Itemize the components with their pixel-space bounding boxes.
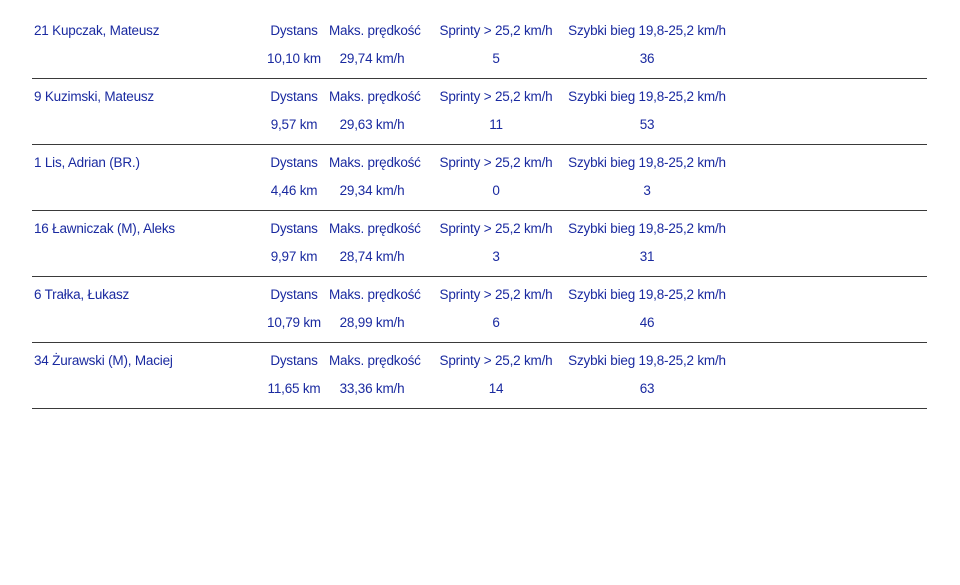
sprints-label: Sprinty > 25,2 km/h [439, 221, 553, 236]
distance-value: 10,79 km [267, 315, 321, 330]
max-speed-value: 33,36 km/h [339, 381, 405, 396]
player-name: 9 Kuzimski, Mateusz [34, 89, 154, 104]
max-speed-label: Maks. prędkość [329, 353, 421, 368]
distance-value: 9,57 km [270, 117, 318, 132]
sprints-value: 6 [492, 315, 500, 330]
player-row [32, 278, 927, 343]
fast-runs-value: 36 [639, 51, 655, 66]
distance-label: Dystans [270, 89, 318, 104]
sprints-value: 14 [488, 381, 504, 396]
sprints-label: Sprinty > 25,2 km/h [439, 23, 553, 38]
max-speed-label: Maks. prędkość [329, 221, 421, 236]
distance-label: Dystans [270, 221, 318, 236]
max-speed-label: Maks. prędkość [329, 23, 421, 38]
distance-value: 9,97 km [270, 249, 318, 264]
max-speed-label: Maks. prędkość [329, 287, 421, 302]
player-row [32, 14, 927, 79]
fast-runs-value: 63 [639, 381, 655, 396]
sprints-value: 3 [492, 249, 500, 264]
player-name: 1 Lis, Adrian (BR.) [34, 155, 140, 170]
fast-runs-value: 3 [643, 183, 651, 198]
player-name: 6 Trałka, Łukasz [34, 287, 130, 302]
fast-runs-label: Szybki bieg 19,8-25,2 km/h [568, 155, 726, 170]
max-speed-value: 29,74 km/h [339, 51, 405, 66]
max-speed-value: 29,34 km/h [339, 183, 405, 198]
sprints-value: 0 [492, 183, 500, 198]
distance-label: Dystans [270, 353, 318, 368]
max-speed-label: Maks. prędkość [329, 89, 421, 104]
fast-runs-label: Szybki bieg 19,8-25,2 km/h [568, 287, 726, 302]
sprints-label: Sprinty > 25,2 km/h [439, 155, 553, 170]
player-row [32, 146, 927, 211]
player-row [32, 212, 927, 277]
fast-runs-label: Szybki bieg 19,8-25,2 km/h [568, 23, 726, 38]
sprints-value: 5 [492, 51, 500, 66]
player-name: 21 Kupczak, Mateusz [34, 23, 160, 38]
distance-value: 11,65 km [267, 381, 321, 396]
sprints-label: Sprinty > 25,2 km/h [439, 287, 553, 302]
player-name: 34 Żurawski (M), Maciej [34, 353, 173, 368]
max-speed-value: 28,74 km/h [339, 249, 405, 264]
player-row [32, 344, 927, 409]
max-speed-value: 28,99 km/h [339, 315, 405, 330]
distance-label: Dystans [270, 23, 318, 38]
sprints-label: Sprinty > 25,2 km/h [439, 89, 553, 104]
distance-value: 10,10 km [267, 51, 321, 66]
fast-runs-label: Szybki bieg 19,8-25,2 km/h [568, 221, 726, 236]
fast-runs-value: 31 [639, 249, 655, 264]
sprints-value: 11 [489, 117, 503, 132]
player-row [32, 80, 927, 145]
max-speed-value: 29,63 km/h [339, 117, 405, 132]
max-speed-label: Maks. prędkość [329, 155, 421, 170]
fast-runs-value: 53 [639, 117, 655, 132]
fast-runs-value: 46 [639, 315, 655, 330]
distance-label: Dystans [270, 155, 318, 170]
fast-runs-label: Szybki bieg 19,8-25,2 km/h [568, 89, 726, 104]
sprints-label: Sprinty > 25,2 km/h [439, 353, 553, 368]
distance-label: Dystans [270, 287, 318, 302]
distance-value: 4,46 km [270, 183, 318, 198]
fast-runs-label: Szybki bieg 19,8-25,2 km/h [568, 353, 726, 368]
player-stats-list [32, 14, 927, 410]
player-name: 16 Ławniczak (M), Aleks [34, 221, 175, 236]
